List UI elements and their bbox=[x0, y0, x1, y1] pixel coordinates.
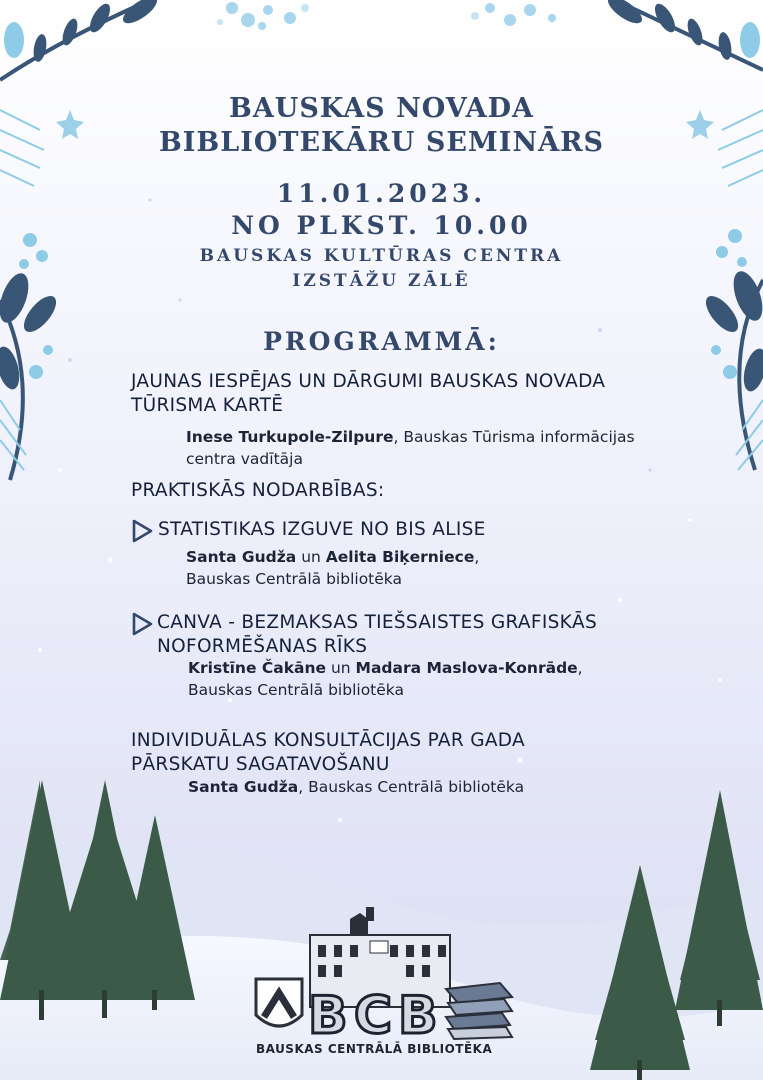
logo-letter-b-2: B bbox=[398, 986, 438, 1045]
event-place bbox=[0, 244, 763, 294]
item-3-and: un bbox=[326, 659, 356, 677]
item-2-org: Bauskas Centrālā bibliotēka bbox=[186, 570, 402, 588]
program-heading: PROGRAMMĀ: bbox=[263, 327, 500, 356]
item-4-title bbox=[131, 729, 525, 777]
logo-letter-b-1: B bbox=[308, 986, 348, 1045]
item-2-and: un bbox=[296, 548, 326, 566]
item-1-line-2: TŪRISMA KARTĒ bbox=[131, 395, 284, 416]
place-line-1: BAUSKAS KULTŪRAS CENTRA bbox=[199, 246, 564, 266]
title-line-2: BIBLIOTEKĀRU SEMINĀRS bbox=[158, 127, 605, 158]
title-line-1: BAUSKAS NOVADA bbox=[229, 93, 534, 124]
item-1-role-2: centra vadītāja bbox=[186, 450, 303, 468]
item-2-speaker-block bbox=[186, 546, 479, 590]
item-3-speaker-2: Madara Maslova-Konrāde bbox=[355, 659, 578, 677]
item-2-comma: , bbox=[474, 548, 480, 566]
item-3-line-2: NOFORMĒŠANAS RĪKS bbox=[157, 636, 368, 657]
item-2-speaker-2: Aelita Biķerniece bbox=[325, 548, 475, 566]
logo-caption: BAUSKAS CENTRĀLĀ BIBLIOTĒKA bbox=[256, 1042, 493, 1056]
program-item-tourism bbox=[131, 370, 605, 418]
item-4-line-2: PĀRSKATU SAGATAVOŠANU bbox=[131, 754, 390, 775]
play-triangle-icon bbox=[130, 612, 154, 636]
logo-letter-c: C bbox=[354, 986, 393, 1045]
play-triangle-icon bbox=[130, 519, 154, 543]
item-1-line-1: JAUNAS IESPĒJAS UN DĀRGUMI BAUSKAS NOVADA bbox=[131, 371, 606, 392]
event-date: 11.01.2023. bbox=[276, 179, 487, 208]
seminar-title bbox=[0, 92, 763, 160]
place-line-2: IZSTĀŽU ZĀLĒ bbox=[292, 271, 471, 291]
item-3-title bbox=[157, 611, 597, 659]
item-2-title: STATISTIKAS IZGUVE NO BIS ALISE bbox=[158, 519, 486, 540]
item-4-org: , Bauskas Centrālā bibliotēka bbox=[298, 778, 525, 796]
item-4-speaker: Santa Gudža bbox=[188, 778, 299, 796]
books-icon bbox=[446, 983, 512, 1039]
item-2-speaker-1: Santa Gudža bbox=[186, 548, 297, 566]
item-1-speaker-block bbox=[186, 426, 635, 470]
library-logo bbox=[250, 905, 520, 1045]
item-3-line-1: CANVA - BEZMAKSAS TIEŠSAISTES GRAFISKĀS bbox=[157, 612, 598, 633]
item-1-role-1: , Bauskas Tūrisma informācijas bbox=[393, 428, 635, 446]
item-4-line-1: INDIVIDUĀLAS KONSULTĀCIJAS PAR GADA bbox=[131, 730, 525, 751]
item-3-org: Bauskas Centrālā bibliotēka bbox=[188, 681, 404, 699]
item-3-comma: , bbox=[577, 659, 583, 677]
item-3-speaker-1: Kristīne Čakāne bbox=[188, 659, 327, 677]
item-3-speaker-block bbox=[188, 657, 583, 701]
practical-heading: PRAKTISKĀS NODARBĪBAS: bbox=[131, 480, 385, 501]
event-datetime bbox=[0, 178, 763, 242]
item-1-speaker: Inese Turkupole-Zilpure bbox=[186, 428, 394, 446]
event-time: NO PLKST. 10.00 bbox=[231, 211, 532, 240]
shield-icon bbox=[256, 979, 302, 1026]
item-4-speaker-block bbox=[188, 776, 524, 798]
